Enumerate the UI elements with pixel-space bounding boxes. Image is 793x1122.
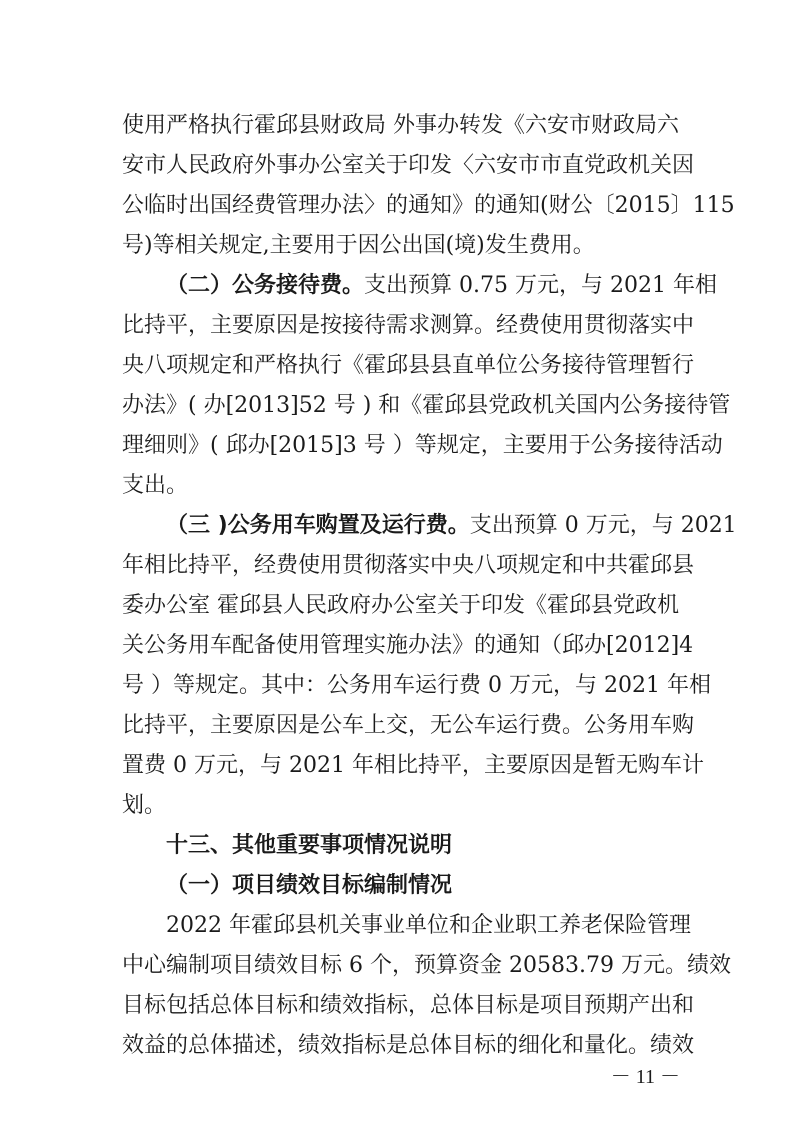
text-line: 划。 [122,793,167,818]
paragraph-first-line [166,266,717,306]
subheading-vehicles: （三 )公务用车购置及运行费。 [166,513,470,538]
text-line: 使用严格执行霍邱县财政局 外事办转发《六安市财政局六 [122,113,679,138]
text-line: 效益的总体描述，绩效指标是总体目标的细化和量化。绩效 [122,1033,695,1058]
text-line: 2022 年霍邱县机关事业单位和企业职工养老保险管理 [166,913,691,938]
paragraph-first-line [166,506,737,546]
text-span: 支出预算 0.75 万元，与 2021 年相 [364,273,717,298]
page-number: － 11 － [610,1066,680,1088]
section-heading: 十三、其他重要事项情况说明 [166,833,453,858]
text-line: 置费 0 万元，与 2021 年相比持平，主要原因是暂无购车计 [122,753,704,778]
text-line: 目标包括总体目标和绩效指标，总体目标是项目预期产出和 [122,993,695,1018]
text-line: 安市人民政府外事办公室关于印发〈六安市市直党政机关因 [122,153,695,178]
text-span: 支出预算 0 万元，与 2021 [469,513,737,538]
text-line: 办法》( 办[2013]52 号 ) 和《霍邱县党政机关国内公务接待管 [122,393,731,418]
text-line: 年相比持平，经费使用贯彻落实中央八项规定和中共霍邱县 [122,553,695,578]
text-line: 委办公室 霍邱县人民政府办公室关于印发《霍邱县党政机 [122,593,679,618]
text-line: 比持平，主要原因是公车上交，无公车运行费。公务用车购 [122,713,695,738]
text-line: 关公务用车配备使用管理实施办法》的通知（邱办[2012]4 [122,633,694,658]
text-line: 公临时出国经费管理办法〉的通知》的通知(财公〔2015〕115 [122,193,735,218]
text-line: 理细则》( 邱办[2015]3 号 ）等规定，主要用于公务接待活动 [122,433,723,458]
subheading-reception: （二）公务接待费。 [166,273,365,298]
subsection-heading: （一）项目绩效目标编制情况 [166,873,453,898]
text-line: 号)等相关规定,主要用于因公出国(境)发生费用。 [122,233,595,258]
text-line: 比持平，主要原因是按接待需求测算。经费使用贯彻落实中 [122,313,695,338]
text-line: 央八项规定和严格执行《霍邱县县直单位公务接待管理暂行 [122,353,695,378]
text-line: 号 ）等规定。其中：公务用车运行费 0 万元，与 2021 年相 [122,673,711,698]
text-line: 支出。 [122,473,189,498]
text-line: 中心编制项目绩效目标 6 个，预算资金 20583.79 万元。绩效 [122,953,731,978]
